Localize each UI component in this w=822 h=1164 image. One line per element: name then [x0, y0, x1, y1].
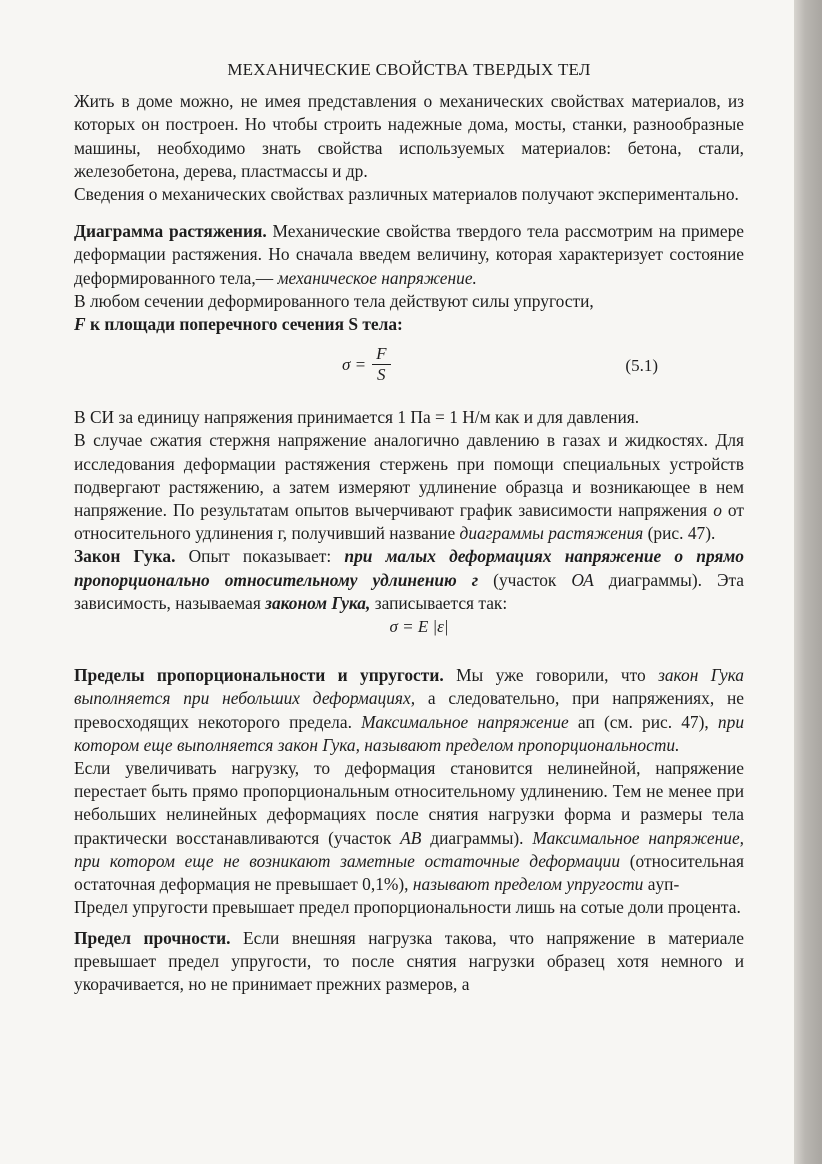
strength-paragraph: Предел прочности. Если внешняя нагрузка такова, что напряжение в материале превышает предел упругости, то после снятия нагрузки образец хотя немного и укорачивается, но не принимает прежних размеров, а	[74, 927, 744, 994]
equation-number: (5.1)	[625, 356, 658, 376]
stress-formula: σ = $\frac{F}{S}$	[342, 344, 391, 385]
section-heading: Пределы пропорциональности и упругости.	[74, 665, 444, 686]
spacer	[74, 920, 744, 927]
diagram-paragraph: Диаграмма растяжения. Механические свойства твердого тела рассмотрим на примере деформации растяжения. Но сначала введем величину, которая характеризует состояние деформированного тела,— механическое напряжение.	[74, 221, 745, 288]
document-body	[74, 58, 744, 996]
limits-paragraph: Пределы пропорциональности и упругости. Мы уже говорили, что закон Гука выполняется при небольших деформациях, а следовательно, при напряжениях, не превосходящих некоторого предела. Максимальное напряжение aп (см. рис. 47), при котором еще выполняется закон Гука, называют пределом пропорциональности.	[74, 665, 745, 755]
nonlinear-paragraph: Если увеличивать нагрузку, то деформация становится нелинейной, напряжение перестает быть прямо пропорциональным относительному удлинению. Тем не менее при небольших нелинейных деформациях после снятия нагрузки форма и размеры тела практически восстанавливаются (участок АВ диаграммы). Максимальное напряжение, при котором еще не возникают заметные остаточные деформации (относительная остаточная деформация не превышает 0,1%), называют пределом упругости aуп-	[74, 758, 745, 895]
term: диаграммы растяжения	[459, 523, 644, 544]
fraction	[372, 344, 390, 385]
hooke-paragraph: Закон Гука. Опыт показывает: при малых деформациях напряжение о прямо пропорционально относительному удлинению г (участок ОА диаграммы). Эта зависимость, называемая законом Гука, записывается так:	[74, 546, 744, 613]
term: механическое напряжение.	[277, 267, 477, 288]
compression-paragraph: В случае сжатия стержня напряжение аналогично давлению в газах и жидкостях. Для исследования деформации растяжения стержень при помощи специальных устройств подвергают растяжению, а затем измеряют удлинение образца и возникающее в нем напряжение. По результатам опытов вычерчивают график зависимости напряжения о от относительного удлинения г, получивший название диаграммы растяжения (рис. 47).	[74, 430, 744, 544]
fraction-numerator: F	[372, 344, 390, 365]
diagram-paragraph-2: В любом сечении деформированного тела действуют силы упругости,	[74, 290, 594, 311]
page-edge	[794, 0, 822, 1164]
diagram-paragraph-3: F к площади поперечного сечения S тела:	[74, 314, 403, 335]
emphasis: при малых деформациях напряжение о прямо пропорционально относительному удлинению г	[74, 546, 744, 590]
section-heading: Закон Гука.	[74, 546, 176, 567]
section-heading: Предел прочности.	[74, 927, 231, 948]
nonlinear-paragraph-2: Предел упругости превышает предел пропорциональности лишь на сотые доли процента.	[74, 897, 741, 918]
emphasis: законом Гука,	[265, 592, 371, 613]
hooke-formula: σ = E |ε|	[389, 617, 449, 637]
formula-5-1	[74, 342, 744, 392]
page-title: МЕХАНИЧЕСКИЕ СВОЙСТВА ТВЕРДЫХ ТЕЛ	[227, 60, 591, 79]
spacer	[74, 206, 744, 220]
section-heading: Диаграмма растяжения.	[74, 221, 267, 242]
si-paragraph: В СИ за единицу напряжения принимается 1 Па = 1 Н/м как и для давления.	[74, 407, 640, 428]
intro-paragraph: Жить в доме можно, не имея представления о механических свойствах материалов, из которых он построен. Но чтобы строить надежные дома, мосты, станки, разнообразные машины, необходимо знать свойства используемых материалов: бетона, стали, железобетона, дерева, пластмассы и др.	[74, 91, 744, 181]
fraction-denominator: S	[377, 365, 386, 385]
intro-paragraph-2: Сведения о механических свойствах различных материалов получают экспериментально.	[74, 184, 739, 205]
